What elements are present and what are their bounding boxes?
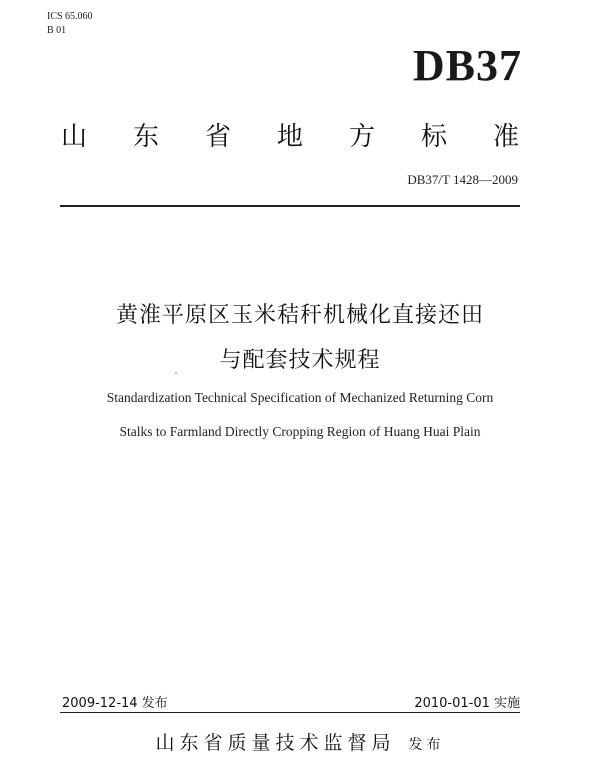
standard-number: DB37/T 1428—2009 [407,172,518,187]
logo-text: DB37 [412,41,522,90]
issue-date: 2009-12-14 发布 [62,696,168,711]
title-cn-line1: 黄淮平原区玉米秸秆机械化直接还田 [115,303,484,328]
standard-type-char: 标 [421,122,448,152]
header-divider [60,205,520,207]
speck [175,372,177,374]
ccs-code: B 01 [47,25,67,36]
title-en-line1: Standardization Technical Specification of Mechanized Returning Corn [106,390,494,405]
title-cn-line2: 与配套技术规程 [219,348,381,373]
standard-type-char: 东 [133,122,160,152]
classification-codes [47,10,93,38]
standard-type-char: 准 [493,122,520,152]
footer-divider [60,712,520,713]
issuer-line [0,728,600,755]
implement-date: 2010-01-01 实施 [414,696,520,711]
standard-type [0,116,600,156]
db37-logo [413,40,522,91]
title-en-line2: Stalks to Farmland Directly Cropping Region of Huang Huai Plain [119,424,481,439]
issuer-name: 山东省质量技术监督局 [155,732,396,754]
standard-type-char: 地 [277,122,304,152]
standard-type-char: 山 [61,122,88,152]
publish-label: 发布 [408,737,445,753]
standard-type-char: 省 [205,122,232,152]
ics-code: ICS 65.060 [47,11,93,22]
standard-type-char: 方 [349,122,376,152]
